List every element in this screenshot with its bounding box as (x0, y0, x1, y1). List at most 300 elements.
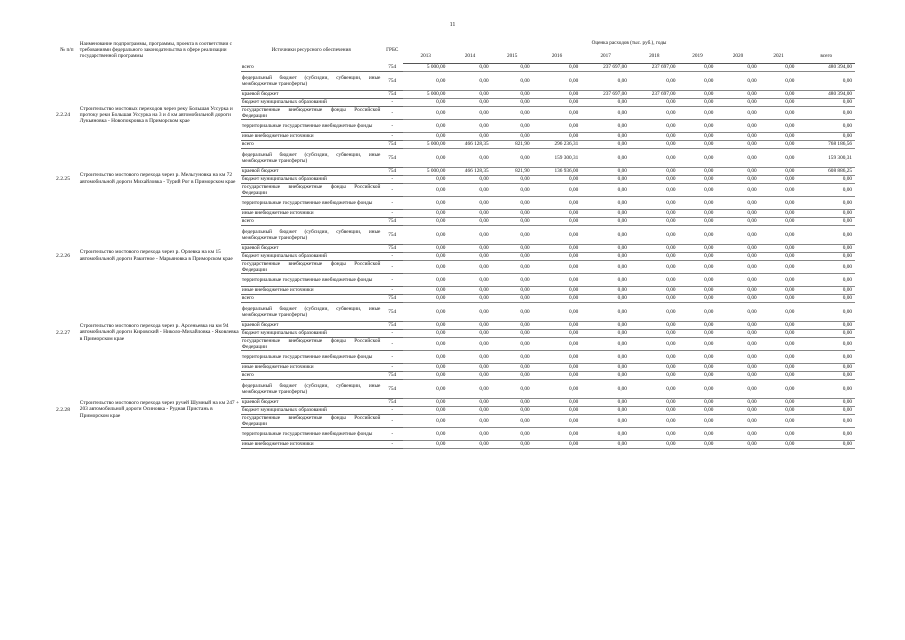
amount-cell: 0,00 (403, 350, 448, 363)
amount-cell: 0,00 (716, 294, 759, 302)
amount-cell: 0,00 (716, 440, 759, 448)
amount-cell: 0,00 (716, 106, 759, 119)
amount-cell: 0,00 (448, 371, 491, 379)
amount-cell: 0,00 (533, 321, 582, 329)
amount-cell: 0,00 (679, 119, 717, 132)
amount-cell: 0,00 (581, 132, 630, 140)
amount-cell: 0,00 (679, 140, 717, 148)
amount-cell: 0,00 (797, 106, 855, 119)
table-row (55, 217, 855, 225)
amount-cell: 0,00 (797, 371, 855, 379)
amount-cell: 0,00 (403, 427, 448, 440)
funding-source: всего (241, 217, 382, 225)
amount-cell: 0,00 (760, 119, 798, 132)
amount-cell: 0,00 (760, 398, 798, 406)
amount-cell: 0,00 (679, 252, 717, 260)
amount-cell: 0,00 (797, 225, 855, 244)
amount-cell: 0,00 (403, 244, 448, 252)
amount-cell: 5 000,00 (403, 167, 448, 175)
amount-cell: 0,00 (630, 140, 679, 148)
project-index: 2.2.26 (56, 252, 70, 259)
amount-cell: 0,00 (403, 363, 448, 371)
amount-cell: 0,00 (533, 406, 582, 414)
amount-cell: 0,00 (581, 225, 630, 244)
header-year: 2021 (760, 49, 798, 63)
amount-cell: 0,00 (403, 273, 448, 286)
grbs-code: - (381, 183, 403, 196)
header-year: 2019 (679, 49, 717, 63)
amount-cell: 0,00 (448, 252, 491, 260)
amount-cell: 0,00 (630, 132, 679, 140)
funding-source: федеральный бюджет (субсидии, субвенции, иные межбюджетные трансферты) (241, 148, 382, 167)
amount-cell: 0,00 (679, 148, 717, 167)
funding-source: территориальные государственные внебюджетные фонды (241, 273, 382, 286)
funding-source: краевой бюджет (241, 398, 382, 406)
amount-cell: 0,00 (716, 71, 759, 90)
amount-cell: 0,00 (716, 217, 759, 225)
amount-cell: 0,00 (716, 302, 759, 321)
amount-cell: 0,00 (760, 406, 798, 414)
amount-cell: 0,00 (679, 302, 717, 321)
amount-cell: 0,00 (679, 398, 717, 406)
grbs-code: 754 (381, 321, 403, 329)
funding-source: иные внебюджетные источники (241, 209, 382, 217)
amount-cell: 0,00 (679, 337, 717, 350)
header-source: Источники ресурсного обеспечения (271, 46, 351, 53)
amount-cell: 0,00 (448, 183, 491, 196)
funding-source: федеральный бюджет (субсидии, субвенции, иные межбюджетные трансферты) (241, 302, 382, 321)
amount-cell: 0,00 (716, 414, 759, 427)
amount-cell: 0,00 (581, 148, 630, 167)
amount-cell: 0,00 (630, 175, 679, 183)
amount-cell: 821,90 (492, 167, 533, 175)
amount-cell: 0,00 (492, 175, 533, 183)
project-name: Строительство мостового перехода через р. Арсеньевка на км 94 автомобильной дороги Кировский - Николо-Михайловка - Яковлевка в Приморском крае (79, 323, 239, 342)
amount-cell: 0,00 (630, 379, 679, 398)
amount-cell: 0,00 (492, 440, 533, 448)
grbs-code: - (381, 427, 403, 440)
amount-cell: 0,00 (716, 286, 759, 294)
table-body (55, 63, 855, 448)
amount-cell: 0,00 (760, 196, 798, 209)
amount-cell: 0,00 (403, 337, 448, 350)
amount-cell: 0,00 (679, 90, 717, 98)
amount-cell: 0,00 (679, 217, 717, 225)
amount-cell: 0,00 (492, 273, 533, 286)
amount-cell: 0,00 (448, 379, 491, 398)
amount-cell: 0,00 (581, 217, 630, 225)
amount-cell: 0,00 (630, 209, 679, 217)
amount-cell: 0,00 (492, 414, 533, 427)
amount-cell: 0,00 (760, 294, 798, 302)
amount-cell: 0,00 (581, 209, 630, 217)
funding-source: территориальные государственные внебюджетные фонды (241, 427, 382, 440)
amount-cell: 0,00 (716, 225, 759, 244)
grbs-code: 754 (381, 90, 403, 98)
amount-cell: 0,00 (533, 329, 582, 337)
amount-cell: 0,00 (533, 440, 582, 448)
amount-cell: 0,00 (403, 379, 448, 398)
amount-cell: 0,00 (448, 414, 491, 427)
amount-cell: 0,00 (448, 90, 491, 98)
amount-cell: 0,00 (403, 106, 448, 119)
amount-cell: 0,00 (448, 63, 491, 71)
amount-cell: 0,00 (797, 175, 855, 183)
grbs-code: 754 (381, 379, 403, 398)
amount-cell: 0,00 (760, 167, 798, 175)
amount-cell: 0,00 (797, 337, 855, 350)
amount-cell: 0,00 (492, 294, 533, 302)
header-year: 2013 (403, 49, 448, 63)
amount-cell: 0,00 (630, 106, 679, 119)
amount-cell: 0,00 (797, 244, 855, 252)
amount-cell: 0,00 (797, 406, 855, 414)
table-row (55, 371, 855, 379)
amount-cell: 0,00 (630, 217, 679, 225)
project-index: 2.2.28 (56, 406, 70, 413)
amount-cell: 0,00 (533, 119, 582, 132)
funding-source: бюджет муниципальных образований (241, 252, 382, 260)
amount-cell: 0,00 (403, 302, 448, 321)
amount-cell: 0,00 (760, 63, 798, 71)
amount-cell: 159 300,31 (797, 148, 855, 167)
amount-cell: 0,00 (492, 260, 533, 273)
amount-cell: 0,00 (533, 398, 582, 406)
amount-cell: 0,00 (716, 260, 759, 273)
amount-cell: 0,00 (716, 209, 759, 217)
grbs-code: - (381, 363, 403, 371)
amount-cell: 0,00 (760, 140, 798, 148)
amount-cell: 0,00 (797, 196, 855, 209)
amount-cell: 0,00 (630, 260, 679, 273)
funding-source: бюджет муниципальных образований (241, 98, 382, 106)
amount-cell: 0,00 (630, 302, 679, 321)
amount-cell: 0,00 (581, 140, 630, 148)
amount-cell: 0,00 (403, 286, 448, 294)
project-index (55, 63, 79, 90)
amount-cell: 0,00 (533, 363, 582, 371)
amount-cell: 0,00 (797, 98, 855, 106)
amount-cell: 0,00 (581, 427, 630, 440)
amount-cell: 0,00 (760, 148, 798, 167)
amount-cell: 0,00 (679, 286, 717, 294)
amount-cell: 237 697,00 (630, 63, 679, 71)
amount-cell: 0,00 (492, 225, 533, 244)
amount-cell: 0,00 (679, 414, 717, 427)
amount-cell: 0,00 (581, 98, 630, 106)
amount-cell: 0,00 (760, 350, 798, 363)
amount-cell: 0,00 (448, 225, 491, 244)
grbs-code: - (381, 98, 403, 106)
amount-cell: 0,00 (716, 132, 759, 140)
amount-cell: 0,00 (492, 329, 533, 337)
amount-cell: 0,00 (679, 406, 717, 414)
amount-cell: 237 697,00 (581, 90, 630, 98)
amount-cell: 0,00 (403, 329, 448, 337)
amount-cell: 0,00 (679, 350, 717, 363)
amount-cell: 0,00 (797, 119, 855, 132)
amount-cell: 0,00 (533, 414, 582, 427)
amount-cell: 0,00 (716, 140, 759, 148)
amount-cell: 0,00 (630, 286, 679, 294)
amount-cell: 0,00 (630, 244, 679, 252)
amount-cell: 0,00 (581, 252, 630, 260)
amount-cell: 0,00 (403, 183, 448, 196)
amount-cell: 0,00 (448, 260, 491, 273)
amount-cell: 0,00 (797, 321, 855, 329)
amount-cell: 0,00 (679, 167, 717, 175)
amount-cell: 0,00 (760, 363, 798, 371)
amount-cell: 0,00 (448, 363, 491, 371)
funding-source: бюджет муниципальных образований (241, 329, 382, 337)
amount-cell: 0,00 (630, 294, 679, 302)
project-name (79, 63, 241, 90)
amount-cell: 0,00 (403, 132, 448, 140)
amount-cell: 0,00 (760, 209, 798, 217)
amount-cell: 821,90 (492, 140, 533, 148)
amount-cell: 0,00 (581, 350, 630, 363)
amount-cell: 0,00 (403, 260, 448, 273)
amount-cell: 0,00 (581, 119, 630, 132)
grbs-code: - (381, 260, 403, 273)
amount-cell: 0,00 (797, 350, 855, 363)
amount-cell: 0,00 (581, 302, 630, 321)
amount-cell: 0,00 (492, 302, 533, 321)
amount-cell: 5 000,00 (403, 63, 448, 71)
amount-cell: 0,00 (492, 63, 533, 71)
amount-cell: 0,00 (716, 90, 759, 98)
project-name: Строительство мостового перехода через ручей Шумный на км 247 + 203 автомобильной дороги Осиновка - Рудная Пристань в Приморском крае (79, 400, 240, 419)
amount-cell: 0,00 (533, 294, 582, 302)
grbs-code: - (381, 273, 403, 286)
amount-cell: 0,00 (797, 273, 855, 286)
amount-cell: 0,00 (533, 286, 582, 294)
amount-cell: 0,00 (760, 427, 798, 440)
amount-cell: 0,00 (630, 98, 679, 106)
grbs-code: - (381, 252, 403, 260)
amount-cell: 0,00 (716, 98, 759, 106)
funding-source: иные внебюджетные источники (241, 363, 382, 371)
grbs-code: 754 (381, 71, 403, 90)
project-name: Строительство мостового перехода через р. Орлевка на км 15 автомобильной дороги Ракитное - Марьяновка в Приморском крае (79, 249, 233, 262)
amount-cell: 0,00 (679, 209, 717, 217)
amount-cell: 0,00 (403, 119, 448, 132)
amount-cell: 0,00 (403, 225, 448, 244)
amount-cell: 0,00 (716, 196, 759, 209)
funding-source: государственные внебюджетные фонды Российской Федерации (241, 414, 381, 427)
amount-cell: 0,00 (679, 379, 717, 398)
header-year: 2014 (448, 49, 491, 63)
project-index: 2.2.24 (56, 112, 70, 118)
amount-cell: 0,00 (716, 329, 759, 337)
amount-cell: 0,00 (760, 321, 798, 329)
amount-cell: 0,00 (492, 371, 533, 379)
amount-cell: 0,00 (492, 406, 533, 414)
amount-cell: 0,00 (581, 379, 630, 398)
header-year: 2017 (581, 49, 630, 63)
amount-cell: 0,00 (581, 260, 630, 273)
amount-cell: 0,00 (533, 350, 582, 363)
amount-cell: 0,00 (492, 196, 533, 209)
amount-cell: 0,00 (448, 329, 491, 337)
amount-cell: 0,00 (403, 398, 448, 406)
amount-cell: 0,00 (581, 294, 630, 302)
header-year: 2016 (533, 49, 582, 63)
grbs-code: - (381, 440, 403, 448)
amount-cell: 0,00 (492, 106, 533, 119)
amount-cell: 0,00 (716, 175, 759, 183)
amount-cell: 0,00 (630, 406, 679, 414)
amount-cell: 0,00 (448, 209, 491, 217)
amount-cell: 0,00 (533, 302, 582, 321)
amount-cell: 0,00 (716, 406, 759, 414)
funding-source: федеральный бюджет (субсидии, субвенции, иные межбюджетные трансферты) (241, 225, 382, 244)
amount-cell: 5 000,00 (403, 90, 448, 98)
amount-cell: 0,00 (630, 119, 679, 132)
amount-cell: 0,00 (760, 98, 798, 106)
amount-cell: 0,00 (797, 379, 855, 398)
amount-cell: 0,00 (716, 321, 759, 329)
amount-cell: 0,00 (581, 321, 630, 329)
amount-cell: 0,00 (630, 363, 679, 371)
amount-cell: 0,00 (581, 440, 630, 448)
page-number: 11 (449, 22, 456, 28)
amount-cell: 0,00 (760, 90, 798, 98)
amount-cell: 0,00 (403, 98, 448, 106)
amount-cell: 0,00 (679, 273, 717, 286)
amount-cell: 136 936,00 (533, 167, 582, 175)
expenditure-table (55, 36, 855, 449)
amount-cell: 0,00 (797, 329, 855, 337)
amount-cell: 0,00 (533, 337, 582, 350)
amount-cell: 0,00 (797, 302, 855, 321)
amount-cell: 0,00 (492, 252, 533, 260)
amount-cell: 0,00 (448, 350, 491, 363)
amount-cell: 0,00 (448, 106, 491, 119)
amount-cell: 0,00 (679, 294, 717, 302)
amount-cell: 0,00 (630, 350, 679, 363)
amount-cell: 0,00 (448, 148, 491, 167)
table-row (55, 63, 855, 71)
project-index: 2.2.27 (56, 329, 70, 336)
amount-cell: 0,00 (448, 273, 491, 286)
amount-cell: 0,00 (492, 350, 533, 363)
amount-cell: 0,00 (760, 286, 798, 294)
funding-source: территориальные государственные внебюджетные фонды (241, 350, 382, 363)
amount-cell: 0,00 (630, 252, 679, 260)
amount-cell: 0,00 (679, 260, 717, 273)
header-grbs: ГРБС (386, 46, 399, 53)
header-year: 2015 (492, 49, 533, 63)
amount-cell: 0,00 (760, 260, 798, 273)
amount-cell: 0,00 (492, 427, 533, 440)
grbs-code: - (381, 119, 403, 132)
amount-cell: 0,00 (403, 321, 448, 329)
amount-cell: 0,00 (533, 175, 582, 183)
amount-cell: 480 394,00 (797, 63, 855, 71)
amount-cell: 0,00 (760, 329, 798, 337)
table-row (55, 90, 855, 98)
amount-cell: 0,00 (448, 440, 491, 448)
amount-cell: 0,00 (492, 398, 533, 406)
amount-cell: 0,00 (760, 132, 798, 140)
header-index: № п/п (60, 46, 74, 53)
grbs-code: - (381, 196, 403, 209)
amount-cell: 0,00 (716, 371, 759, 379)
amount-cell: 0,00 (403, 406, 448, 414)
amount-cell: 0,00 (581, 273, 630, 286)
grbs-code: - (381, 106, 403, 119)
amount-cell: 0,00 (533, 132, 582, 140)
amount-cell: 0,00 (403, 414, 448, 427)
grbs-code: 754 (381, 63, 403, 71)
amount-cell: 0,00 (448, 196, 491, 209)
amount-cell: 0,00 (630, 329, 679, 337)
grbs-code: 754 (381, 217, 403, 225)
amount-cell: 0,00 (448, 337, 491, 350)
amount-cell: 0,00 (630, 183, 679, 196)
amount-cell: 0,00 (448, 406, 491, 414)
funding-source: государственные внебюджетные фонды Российской Федерации (241, 337, 381, 350)
amount-cell: 0,00 (533, 273, 582, 286)
amount-cell: 0,00 (581, 371, 630, 379)
amount-cell: 768 186,56 (797, 140, 855, 148)
funding-source: государственные внебюджетные фонды Российской Федерации (241, 260, 381, 273)
amount-cell: 0,00 (630, 427, 679, 440)
grbs-code: - (381, 132, 403, 140)
amount-cell: 0,00 (679, 244, 717, 252)
amount-cell: 0,00 (448, 321, 491, 329)
amount-cell: 0,00 (797, 71, 855, 90)
funding-source: краевой бюджет (241, 244, 382, 252)
amount-cell: 0,00 (797, 427, 855, 440)
amount-cell: 0,00 (581, 167, 630, 175)
funding-source: всего (241, 63, 382, 71)
amount-cell: 0,00 (403, 217, 448, 225)
amount-cell: 0,00 (760, 414, 798, 427)
amount-cell: 0,00 (448, 302, 491, 321)
amount-cell: 0,00 (492, 209, 533, 217)
amount-cell: 0,00 (679, 427, 717, 440)
amount-cell: 466 128,35 (448, 140, 491, 148)
amount-cell: 0,00 (679, 132, 717, 140)
project-name: Строительство мостовых переходов через реку Большая Уссурка и протоку реки Большая Уссурка на 3 и 4 км автомобильной дороги Лукьяновка - Новопокровка в Приморском крае (79, 105, 233, 125)
amount-cell: 0,00 (448, 244, 491, 252)
amount-cell: 0,00 (797, 183, 855, 196)
funding-source: краевой бюджет (241, 321, 382, 329)
amount-cell: 0,00 (533, 98, 582, 106)
amount-cell: 0,00 (797, 252, 855, 260)
amount-cell: 0,00 (716, 167, 759, 175)
amount-cell: 0,00 (716, 379, 759, 398)
amount-cell: 0,00 (403, 371, 448, 379)
amount-cell: 0,00 (492, 119, 533, 132)
amount-cell: 0,00 (533, 196, 582, 209)
grbs-code: - (381, 175, 403, 183)
amount-cell: 0,00 (533, 244, 582, 252)
funding-source: бюджет муниципальных образований (241, 406, 382, 414)
amount-cell: 0,00 (797, 294, 855, 302)
header-year: 2018 (630, 49, 679, 63)
funding-source: федеральный бюджет (субсидии, субвенции, иные межбюджетные трансферты) (241, 71, 382, 90)
funding-source: иные внебюджетные источники (241, 286, 382, 294)
amount-cell: 0,00 (533, 183, 582, 196)
amount-cell: 0,00 (716, 148, 759, 167)
amount-cell: 0,00 (630, 371, 679, 379)
amount-cell: 0,00 (760, 440, 798, 448)
amount-cell: 0,00 (581, 175, 630, 183)
grbs-code: - (381, 337, 403, 350)
